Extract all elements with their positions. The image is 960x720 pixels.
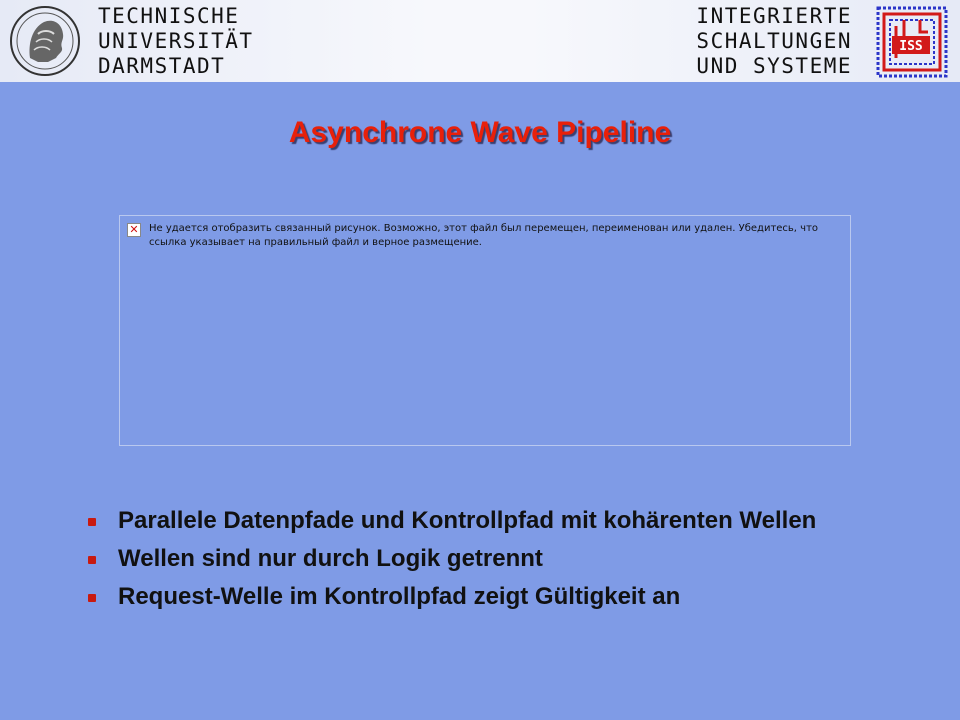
athena-head-logo-icon	[8, 4, 82, 78]
bullet-square-icon	[88, 556, 96, 564]
broken-image-icon: ✕	[127, 223, 141, 237]
broken-image-message: Не удается отобразить связанный рисунок. Возможно, этот файл был перемещен, переименован или удален. Убедитесь, что ссылка указывает на правильный файл и верное размещение.	[149, 223, 819, 248]
bullet-text: Parallele Datenpfade und Kontrollpfad mit kohärenten Wellen	[118, 507, 817, 534]
iss-logo-text: ISS	[899, 39, 923, 54]
bullet-square-icon	[88, 518, 96, 526]
institute-name	[696, 4, 852, 79]
university-name-line: TECHNISCHE	[98, 4, 240, 28]
institute-name-line: INTEGRIERTE	[696, 4, 852, 28]
university-name	[98, 4, 254, 79]
institute-name-line: SCHALTUNGEN	[696, 29, 852, 53]
bullet-square-icon	[88, 594, 96, 602]
university-name-line: UNIVERSITÄT	[98, 29, 254, 53]
slide-title: Asynchrone Wave Pipeline	[288, 116, 672, 149]
header-banner	[0, 0, 960, 82]
bullet-item	[88, 543, 908, 575]
university-name-line: DARMSTADT	[98, 54, 226, 78]
institute-name-line: UND SYSTEME	[696, 54, 852, 78]
broken-image-placeholder	[119, 215, 851, 446]
bullet-item	[88, 581, 908, 613]
bullet-list	[88, 505, 908, 619]
bullet-item	[88, 505, 908, 537]
bullet-text: Wellen sind nur durch Logik getrennt	[118, 545, 543, 572]
bullet-text: Request-Welle im Kontrollpfad zeigt Gültigkeit an	[118, 583, 681, 610]
iss-logo-icon	[876, 6, 948, 78]
